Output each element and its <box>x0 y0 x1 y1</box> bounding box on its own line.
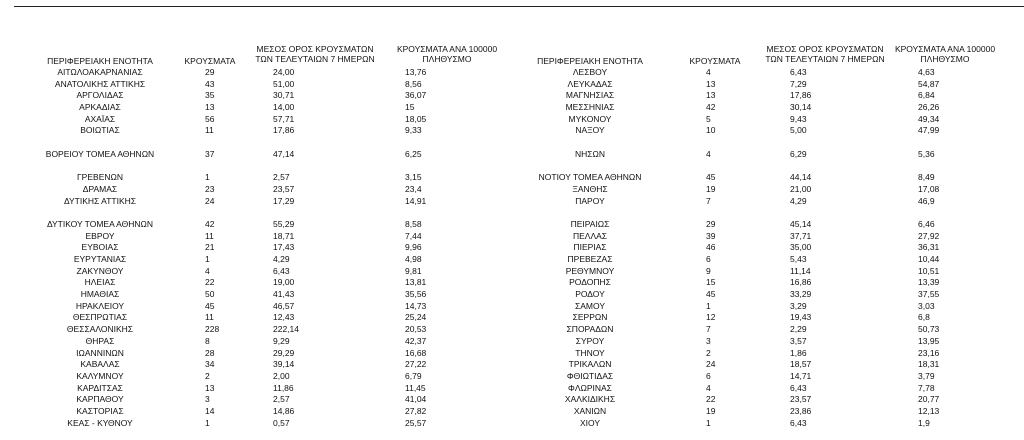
cell-per: 14,73 <box>405 300 427 311</box>
cell-per: 9,33 <box>405 125 422 136</box>
cell-avg: 4,29 <box>790 195 807 206</box>
table-row <box>0 207 1024 219</box>
header-per100k-right-line1: ΚΡΟΥΣΜΑΤΑ ΑΝΑ 100000 <box>894 44 996 54</box>
cell-avg: 57,71 <box>273 113 295 124</box>
header-avg-left-line2: ΤΩΝ ΤΕΛΕΥΤΑΙΩΝ 7 ΗΜΕΡΩΝ <box>255 54 375 64</box>
cell-name: ΡΕΘΥΜΝΟΥ <box>565 265 615 276</box>
table-row <box>0 371 1024 383</box>
cell-name: ΓΡΕΒΕΝΩΝ <box>77 172 123 183</box>
cell-avg: 17,43 <box>273 242 295 253</box>
cell-per: 13,76 <box>405 67 427 77</box>
table-row <box>0 277 1024 289</box>
cell-cases: 28 <box>205 347 215 358</box>
cell-name: ΝΑΞΟΥ <box>575 125 605 136</box>
cell-per: 3,15 <box>405 172 422 183</box>
cell-cases: 7 <box>706 195 711 206</box>
header-avg-left <box>250 44 380 64</box>
cell-cases: 3 <box>205 394 210 405</box>
cell-cases: 42 <box>205 218 215 229</box>
cell-avg: 9,29 <box>273 335 290 346</box>
cell-avg: 55,29 <box>273 218 295 229</box>
cell-avg: 5,43 <box>790 254 807 264</box>
cell-name: ΗΡΑΚΛΕΙΟΥ <box>75 300 125 311</box>
cell-cases: 21 <box>205 242 215 253</box>
cell-cases: 5 <box>706 113 711 124</box>
table-row <box>0 90 1024 102</box>
table-row <box>0 348 1024 360</box>
cell-per: 35,56 <box>405 289 427 300</box>
cell-avg: 2,57 <box>273 172 290 183</box>
cell-cases: 43 <box>205 78 215 89</box>
cell-avg: 1,86 <box>790 347 807 358</box>
cell-name: ΡΟΔΟΠΗΣ <box>569 277 611 288</box>
cell-per: 6,8 <box>918 312 930 323</box>
cell-name: ΑΙΤΩΛΟΑΚΑΡΝΑΝΙΑΣ <box>57 67 143 77</box>
cell-avg: 33,29 <box>790 289 812 300</box>
cell-cases: 4 <box>706 382 711 393</box>
cell-per: 46,9 <box>918 195 935 206</box>
cell-cases: 34 <box>205 359 215 370</box>
cell-cases: 1 <box>706 300 711 311</box>
table-row <box>0 289 1024 301</box>
cell-name: ΣΕΡΡΩΝ <box>572 312 608 323</box>
cell-name: ΣΠΟΡΑΔΩΝ <box>566 324 614 335</box>
cell-per: 6,25 <box>405 148 422 159</box>
cell-name: ΠΡΕΒΕΖΑΣ <box>567 254 613 264</box>
cell-avg: 0,57 <box>273 417 290 428</box>
cell-per: 8,56 <box>405 78 422 89</box>
cell-avg: 37,71 <box>790 230 812 241</box>
cell-name: ΑΝΑΤΟΛΙΚΗΣ ΑΤΤΙΚΗΣ <box>54 78 146 89</box>
cell-cases: 23 <box>205 183 215 194</box>
table-row <box>0 418 1024 430</box>
cell-name: ΤΗΝΟΥ <box>575 347 605 358</box>
table-row <box>0 184 1024 196</box>
cell-name: ΚΑΣΤΟΡΙΑΣ <box>76 405 124 416</box>
cell-cases: 29 <box>205 67 215 77</box>
cell-avg: 21,00 <box>790 183 812 194</box>
table-row <box>0 242 1024 254</box>
cell-per: 25,24 <box>405 312 427 323</box>
cell-avg: 3,29 <box>790 300 807 311</box>
cell-per: 6,84 <box>918 90 935 101</box>
cell-cases: 1 <box>706 417 711 428</box>
cell-avg: 14,00 <box>273 102 295 113</box>
cell-cases: 39 <box>706 230 716 241</box>
cell-cases: 13 <box>205 382 215 393</box>
cell-cases: 45 <box>706 172 716 183</box>
cell-cases: 13 <box>205 102 215 113</box>
cell-per: 14,91 <box>405 195 427 206</box>
cell-name: ΚΑΛΥΜΝΟΥ <box>76 370 124 381</box>
cell-cases: 8 <box>205 335 210 346</box>
cell-name: ΑΧΑΪΑΣ <box>84 113 116 124</box>
cell-avg: 5,00 <box>790 125 807 136</box>
cell-avg: 16,86 <box>790 277 812 288</box>
cell-per: 4,98 <box>405 254 422 264</box>
cell-avg: 19,00 <box>273 277 295 288</box>
cell-per: 8,49 <box>918 172 935 183</box>
cell-name: ΗΜΑΘΙΑΣ <box>80 289 120 300</box>
table-row <box>0 219 1024 231</box>
cell-cases: 42 <box>706 102 716 113</box>
table-row <box>0 383 1024 395</box>
table-row <box>0 324 1024 336</box>
cell-avg: 17,86 <box>790 90 812 101</box>
header-per100k-right-line2: ΠΛΗΘΥΣΜΟ <box>920 54 970 64</box>
header-avg-right-line2: ΤΩΝ ΤΕΛΕΥΤΑΙΩΝ 7 ΗΜΕΡΩΝ <box>765 54 885 64</box>
cell-per: 16,68 <box>405 347 427 358</box>
cell-name: ΕΥΡΥΤΑΝΙΑΣ <box>73 254 127 264</box>
cell-name: ΝΗΣΩΝ <box>574 148 606 159</box>
cell-cases: 24 <box>205 195 215 206</box>
cell-name: ΒΟΡΕΙΟΥ ΤΟΜΕΑ ΑΘΗΝΩΝ <box>45 148 155 159</box>
cell-cases: 24 <box>706 359 716 370</box>
header-region-left: ΠΕΡΙΦΕΡΕΙΑΚΗ ΕΝΟΤΗΤΑ <box>47 56 153 66</box>
cell-cases: 1 <box>205 254 210 264</box>
cell-name: ΔΡΑΜΑΣ <box>82 183 118 194</box>
cell-name: ΠΑΡΟΥ <box>575 195 605 206</box>
cell-avg: 222,14 <box>273 324 299 335</box>
cell-name: ΜΕΣΣΗΝΙΑΣ <box>565 102 615 113</box>
cell-per: 49,34 <box>918 113 940 124</box>
cell-per: 42,37 <box>405 335 427 346</box>
cell-name: ΜΥΚΟΝΟΥ <box>568 113 612 124</box>
cases-table <box>0 67 1024 429</box>
cell-per: 54,87 <box>918 78 940 89</box>
cell-per: 17,08 <box>918 183 940 194</box>
cell-per: 25,57 <box>405 417 427 428</box>
cell-avg: 29,29 <box>273 347 295 358</box>
cell-avg: 24,00 <box>273 67 295 77</box>
cell-cases: 19 <box>706 183 716 194</box>
cell-name: ΛΕΣΒΟΥ <box>572 67 608 77</box>
cell-cases: 15 <box>706 277 716 288</box>
cell-cases: 6 <box>706 254 711 264</box>
table-row <box>0 125 1024 137</box>
cell-name: ΜΑΓΝΗΣΙΑΣ <box>565 90 615 101</box>
cell-avg: 30,71 <box>273 90 295 101</box>
cell-per: 41,04 <box>405 394 427 405</box>
cell-name: ΚΑΡΠΑΘΟΥ <box>76 394 124 405</box>
cell-name: ΕΥΒΟΙΑΣ <box>81 242 119 253</box>
cell-name: ΗΛΕΙΑΣ <box>84 277 116 288</box>
cell-name: ΝΟΤΙΟΥ ΤΟΜΕΑ ΑΘΗΝΩΝ <box>538 172 642 183</box>
cell-name: ΘΗΡΑΣ <box>85 335 115 346</box>
cell-per: 5,36 <box>918 148 935 159</box>
header-avg-right <box>760 44 890 64</box>
cell-name: ΘΕΣΠΡΩΤΙΑΣ <box>72 312 128 323</box>
cell-avg: 4,29 <box>273 254 290 264</box>
cell-cases: 1 <box>205 417 210 428</box>
cell-avg: 2,00 <box>273 370 290 381</box>
cell-per: 9,96 <box>405 242 422 253</box>
cell-cases: 19 <box>706 405 716 416</box>
top-rule <box>14 6 1024 7</box>
table-row <box>0 231 1024 243</box>
cell-avg: 9,43 <box>790 113 807 124</box>
cell-per: 12,13 <box>918 405 940 416</box>
cell-name: ΤΡΙΚΑΛΩΝ <box>568 359 612 370</box>
cell-per: 7,44 <box>405 230 422 241</box>
cell-cases: 50 <box>205 289 215 300</box>
header-region-right: ΠΕΡΙΦΕΡΕΙΑΚΗ ΕΝΟΤΗΤΑ <box>537 56 643 66</box>
cell-per: 7,78 <box>918 382 935 393</box>
cell-avg: 35,00 <box>790 242 812 253</box>
table-row <box>0 149 1024 161</box>
cell-name: ΧΙΟΥ <box>579 417 601 428</box>
cell-cases: 45 <box>706 289 716 300</box>
cell-cases: 11 <box>205 230 214 241</box>
cell-name: ΖΑΚΥΝΘΟΥ <box>76 265 124 276</box>
table-row <box>0 312 1024 324</box>
cell-per: 36,31 <box>918 242 940 253</box>
table-row <box>0 266 1024 278</box>
cell-avg: 6,29 <box>790 148 807 159</box>
cell-avg: 12,43 <box>273 312 295 323</box>
cell-cases: 4 <box>205 265 210 276</box>
header-per100k-left-line2: ΠΛΗΘΥΣΜΟ <box>422 54 472 64</box>
cell-cases: 22 <box>205 277 215 288</box>
cell-cases: 13 <box>706 90 716 101</box>
cell-per: 37,55 <box>918 289 940 300</box>
cell-per: 3,79 <box>918 370 935 381</box>
cell-avg: 46,57 <box>273 300 295 311</box>
table-row <box>0 254 1024 266</box>
cell-cases: 37 <box>205 148 215 159</box>
cell-cases: 2 <box>205 370 210 381</box>
cell-cases: 45 <box>205 300 215 311</box>
cell-cases: 11 <box>205 125 214 136</box>
header-cases-right: ΚΡΟΥΣΜΑΤΑ <box>689 56 741 66</box>
cell-avg: 14,86 <box>273 405 295 416</box>
cell-name: ΚΑΡΔΙΤΣΑΣ <box>77 382 123 393</box>
cell-avg: 17,29 <box>273 195 295 206</box>
cell-per: 13,81 <box>405 277 427 288</box>
cell-avg: 7,29 <box>790 78 807 89</box>
cell-cases: 7 <box>706 324 711 335</box>
cell-cases: 4 <box>706 67 711 77</box>
cell-per: 27,82 <box>405 405 427 416</box>
cell-per: 13,39 <box>918 277 940 288</box>
cell-avg: 23,57 <box>790 394 812 405</box>
cell-per: 3,03 <box>918 300 935 311</box>
cell-avg: 44,14 <box>790 172 812 183</box>
table-row <box>0 336 1024 348</box>
header-avg-left-line1: ΜΕΣΟΣ ΟΡΟΣ ΚΡΟΥΣΜΑΤΩΝ <box>256 44 374 54</box>
cell-name: ΛΕΥΚΑΔΑΣ <box>567 78 613 89</box>
header-cases-left: ΚΡΟΥΣΜΑΤΑ <box>184 56 236 66</box>
table-row <box>0 196 1024 208</box>
cell-per: 9,81 <box>405 265 422 276</box>
cell-avg: 2,29 <box>790 324 807 335</box>
cell-name: ΠΕΛΛΑΣ <box>572 230 608 241</box>
cell-name: ΠΙΕΡΙΑΣ <box>573 242 607 253</box>
cell-name: ΚΑΒΑΛΑΣ <box>80 359 120 370</box>
cell-name: ΑΡΓΟΛΙΔΑΣ <box>76 90 124 101</box>
cell-avg: 11,86 <box>273 382 294 393</box>
table-row <box>0 161 1024 173</box>
cell-avg: 51,00 <box>273 78 295 89</box>
cell-per: 27,92 <box>918 230 940 241</box>
cell-name: ΣΥΡΟΥ <box>575 335 605 346</box>
cell-cases: 6 <box>706 370 711 381</box>
cell-cases: 12 <box>706 312 716 323</box>
cell-avg: 45,14 <box>790 218 812 229</box>
cell-avg: 41,43 <box>273 289 295 300</box>
cell-name: ΔΥΤΙΚΗΣ ΑΤΤΙΚΗΣ <box>63 195 137 206</box>
cell-per: 10,44 <box>918 254 940 264</box>
table-row <box>0 301 1024 313</box>
cell-name: ΘΕΣΣΑΛΟΝΙΚΗΣ <box>66 324 134 335</box>
cell-per: 10,51 <box>918 265 940 276</box>
cell-name: ΚΕΑΣ - ΚΥΘΝΟΥ <box>67 417 133 428</box>
cell-cases: 29 <box>706 218 716 229</box>
cell-cases: 1 <box>205 172 210 183</box>
cell-name: ΑΡΚΑΔΙΑΣ <box>79 102 121 113</box>
table-row <box>0 172 1024 184</box>
cell-per: 6,79 <box>405 370 422 381</box>
cell-per: 47,99 <box>918 125 940 136</box>
cell-per: 11,45 <box>405 382 426 393</box>
cell-name: ΞΑΝΘΗΣ <box>572 183 608 194</box>
table-row <box>0 102 1024 114</box>
cell-avg: 14,71 <box>790 370 812 381</box>
cell-name: ΠΕΙΡΑΙΩΣ <box>570 218 610 229</box>
cell-per: 50,73 <box>918 324 940 335</box>
cell-avg: 47,14 <box>273 148 295 159</box>
cell-avg: 19,43 <box>790 312 812 323</box>
cell-cases: 46 <box>706 242 716 253</box>
cell-cases: 56 <box>205 113 215 124</box>
header-per100k-left <box>382 44 512 64</box>
cell-per: 15 <box>405 102 415 113</box>
cell-avg: 6,43 <box>790 382 807 393</box>
cell-per: 4,63 <box>918 67 935 77</box>
cell-avg: 6,43 <box>273 265 290 276</box>
cell-cases: 10 <box>706 125 716 136</box>
cell-name: ΙΩΑΝΝΙΝΩΝ <box>76 347 124 358</box>
cell-per: 23,4 <box>405 183 422 194</box>
cell-name: ΣΑΜΟΥ <box>574 300 605 311</box>
cell-avg: 23,86 <box>790 405 812 416</box>
cell-avg: 11,14 <box>790 265 811 276</box>
cell-per: 26,26 <box>918 102 940 113</box>
table-row <box>0 406 1024 418</box>
cell-per: 6,46 <box>918 218 935 229</box>
table-row <box>0 137 1024 149</box>
cell-avg: 2,57 <box>273 394 290 405</box>
table-row <box>0 79 1024 91</box>
cell-per: 23,16 <box>918 347 940 358</box>
cell-cases: 22 <box>706 394 716 405</box>
header-per100k-right <box>880 44 1010 64</box>
cell-cases: 9 <box>706 265 711 276</box>
cell-name: ΦΘΙΩΤΙΔΑΣ <box>566 370 614 381</box>
cell-avg: 18,71 <box>273 230 295 241</box>
cell-name: ΧΑΝΙΩΝ <box>573 405 607 416</box>
cell-per: 1,9 <box>918 417 930 428</box>
cell-name: ΡΟΔΟΥ <box>575 289 605 300</box>
cell-cases: 4 <box>706 148 711 159</box>
cell-avg: 6,43 <box>790 67 807 77</box>
cell-avg: 23,57 <box>273 183 295 194</box>
cell-cases: 14 <box>205 405 215 416</box>
cell-name: ΕΒΡΟΥ <box>85 230 115 241</box>
table-row <box>0 359 1024 371</box>
header-per100k-left-line1: ΚΡΟΥΣΜΑΤΑ ΑΝΑ 100000 <box>396 44 498 54</box>
cell-per: 20,77 <box>918 394 940 405</box>
cell-avg: 18,57 <box>790 359 812 370</box>
cell-per: 27,22 <box>405 359 427 370</box>
cell-avg: 30,14 <box>790 102 812 113</box>
cell-name: ΧΑΛΚΙΔΙΚΗΣ <box>564 394 616 405</box>
cell-cases: 11 <box>205 312 214 323</box>
cell-per: 8,58 <box>405 218 422 229</box>
cell-cases: 228 <box>205 324 220 335</box>
table-row <box>0 114 1024 126</box>
cell-avg: 39,14 <box>273 359 295 370</box>
cell-avg: 17,86 <box>273 125 295 136</box>
table-row <box>0 394 1024 406</box>
cell-per: 18,31 <box>918 359 940 370</box>
cell-name: ΔΥΤΙΚΟΥ ΤΟΜΕΑ ΑΘΗΝΩΝ <box>46 218 154 229</box>
cell-cases: 3 <box>706 335 711 346</box>
header-avg-right-line1: ΜΕΣΟΣ ΟΡΟΣ ΚΡΟΥΣΜΑΤΩΝ <box>766 44 884 54</box>
cell-name: ΒΟΙΩΤΙΑΣ <box>80 125 120 136</box>
cell-per: 36,07 <box>405 90 427 101</box>
cell-cases: 13 <box>706 78 716 89</box>
cell-cases: 35 <box>205 90 215 101</box>
cell-avg: 3,57 <box>790 335 807 346</box>
table-row <box>0 67 1024 79</box>
cell-cases: 2 <box>706 347 711 358</box>
cell-name: ΦΛΩΡΙΝΑΣ <box>568 382 612 393</box>
cell-per: 20,53 <box>405 324 427 335</box>
cell-per: 18,05 <box>405 113 427 124</box>
cell-avg: 6,43 <box>790 417 807 428</box>
cell-per: 13,95 <box>918 335 940 346</box>
